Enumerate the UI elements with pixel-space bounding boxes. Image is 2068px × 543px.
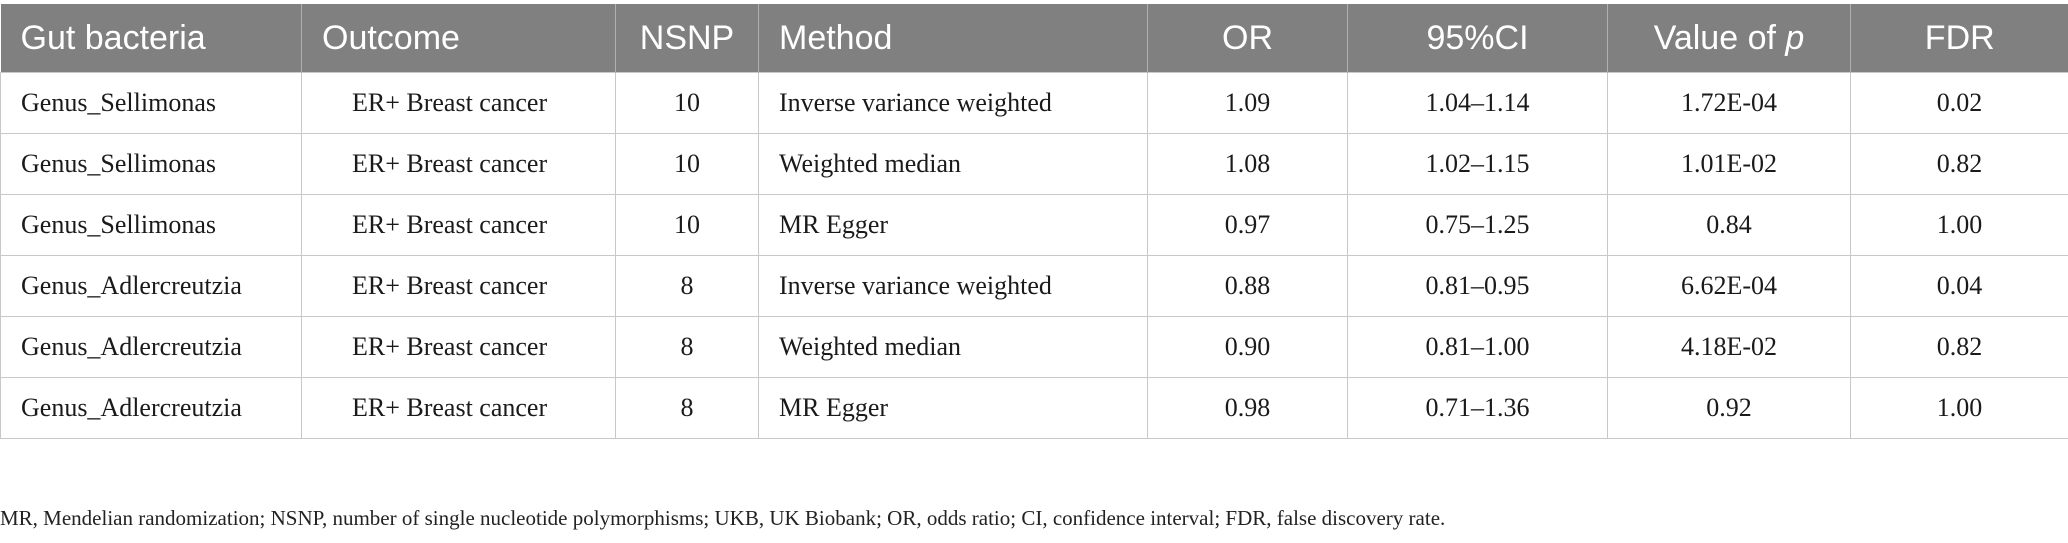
header-gut-bacteria: Gut bacteria (1, 4, 302, 73)
cell-ci: 0.81–1.00 (1348, 317, 1608, 378)
cell-fdr: 0.02 (1851, 73, 2068, 134)
cell-method: Inverse variance weighted (759, 256, 1148, 317)
cell-outcome: ER+ Breast cancer (302, 256, 616, 317)
header-p-prefix: Value of (1653, 18, 1786, 57)
cell-or: 0.88 (1148, 256, 1348, 317)
cell-gut-bacteria: Genus_Adlercreutzia (1, 378, 302, 439)
cell-fdr: 0.82 (1851, 317, 2068, 378)
cell-ci: 0.71–1.36 (1348, 378, 1608, 439)
cell-fdr: 0.04 (1851, 256, 2068, 317)
cell-nsnp: 10 (616, 73, 759, 134)
cell-gut-bacteria: Genus_Sellimonas (1, 134, 302, 195)
cell-ci: 1.02–1.15 (1348, 134, 1608, 195)
cell-ci: 1.04–1.14 (1348, 73, 1608, 134)
cell-nsnp: 8 (616, 378, 759, 439)
cell-or: 0.97 (1148, 195, 1348, 256)
cell-p-value: 0.84 (1608, 195, 1851, 256)
cell-or: 1.09 (1148, 73, 1348, 134)
cell-p-value: 6.62E-04 (1608, 256, 1851, 317)
cell-p-value: 0.92 (1608, 378, 1851, 439)
results-table (0, 4, 2068, 439)
header-or: OR (1148, 4, 1348, 73)
cell-ci: 0.81–0.95 (1348, 256, 1608, 317)
table-row (1, 378, 2068, 439)
cell-or: 0.98 (1148, 378, 1348, 439)
table-body (1, 73, 2068, 439)
cell-outcome: ER+ Breast cancer (302, 317, 616, 378)
cell-p-value: 1.01E-02 (1608, 134, 1851, 195)
header-method: Method (759, 4, 1148, 73)
cell-gut-bacteria: Genus_Adlercreutzia (1, 256, 302, 317)
cell-fdr: 1.00 (1851, 195, 2068, 256)
cell-gut-bacteria: Genus_Adlercreutzia (1, 317, 302, 378)
cell-method: Weighted median (759, 134, 1148, 195)
header-nsnp: NSNP (616, 4, 759, 73)
cell-outcome: ER+ Breast cancer (302, 73, 616, 134)
table-footnote: MR, Mendelian randomization; NSNP, number of single nucleotide polymorphisms; UKB, UK Biobank; OR, odds ratio; CI, confidence interval; FDR, false discovery rate. (0, 506, 1446, 530)
table-row (1, 73, 2068, 134)
cell-fdr: 0.82 (1851, 134, 2068, 195)
table-row (1, 134, 2068, 195)
cell-or: 1.08 (1148, 134, 1348, 195)
cell-p-value: 1.72E-04 (1608, 73, 1851, 134)
cell-method: Weighted median (759, 317, 1148, 378)
cell-or: 0.90 (1148, 317, 1348, 378)
cell-p-value: 4.18E-02 (1608, 317, 1851, 378)
header-p-value (1608, 4, 1851, 73)
cell-outcome: ER+ Breast cancer (302, 195, 616, 256)
cell-gut-bacteria: Genus_Sellimonas (1, 73, 302, 134)
table-row (1, 195, 2068, 256)
header-p-italic: p (1785, 18, 1805, 57)
table-row (1, 317, 2068, 378)
cell-fdr: 1.00 (1851, 378, 2068, 439)
cell-outcome: ER+ Breast cancer (302, 378, 616, 439)
cell-method: MR Egger (759, 195, 1148, 256)
header-fdr: FDR (1851, 4, 2068, 73)
header-row (1, 4, 2068, 73)
cell-method: MR Egger (759, 378, 1148, 439)
header-ci: 95%CI (1348, 4, 1608, 73)
header-outcome: Outcome (302, 4, 616, 73)
cell-nsnp: 10 (616, 195, 759, 256)
cell-method: Inverse variance weighted (759, 73, 1148, 134)
cell-ci: 0.75–1.25 (1348, 195, 1608, 256)
cell-outcome: ER+ Breast cancer (302, 134, 616, 195)
cell-nsnp: 8 (616, 317, 759, 378)
cell-nsnp: 10 (616, 134, 759, 195)
table-container (0, 4, 2068, 439)
cell-nsnp: 8 (616, 256, 759, 317)
cell-gut-bacteria: Genus_Sellimonas (1, 195, 302, 256)
table-row (1, 256, 2068, 317)
